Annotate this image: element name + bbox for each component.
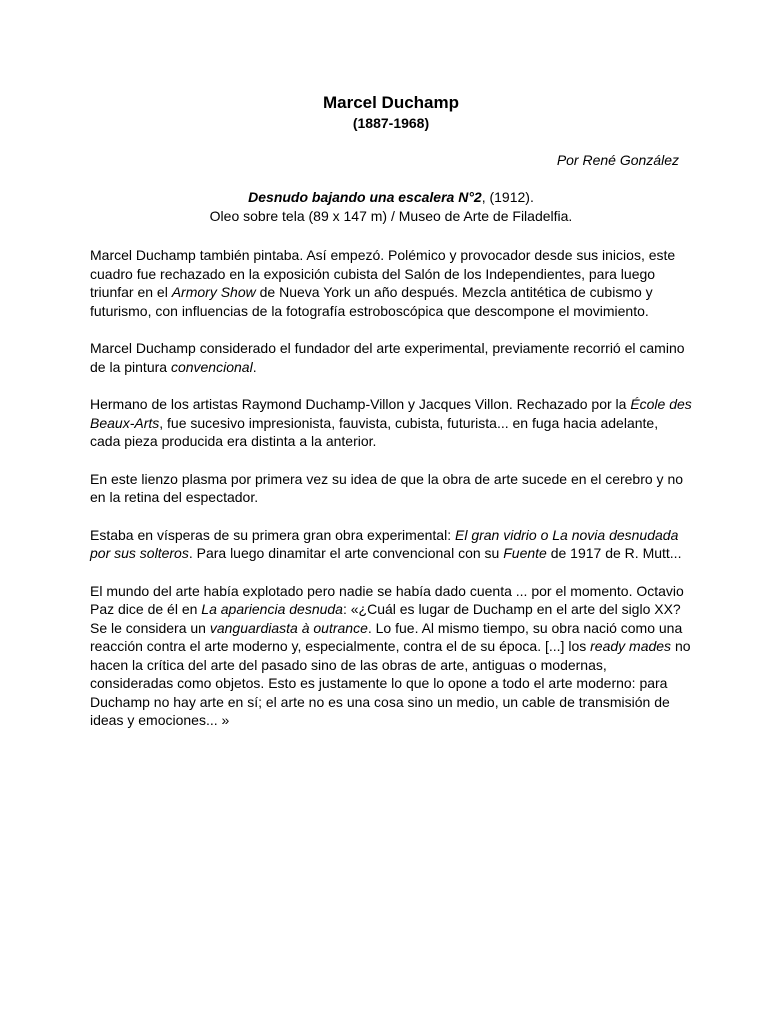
document-author: Por René González — [556, 152, 679, 168]
text-run: Hermano de los artistas Raymond Duchamp-Villon y Jacques Villon. Rechazado por la — [90, 396, 631, 412]
italic-text: École des Beaux-Arts — [90, 396, 692, 431]
paragraph — [90, 246, 692, 320]
italic-text: Armory Show — [171, 284, 256, 300]
italic-text: Fuente — [503, 545, 547, 561]
italic-text: convencional — [170, 358, 253, 375]
artwork-year: , (1912). — [481, 189, 534, 205]
paragraph — [90, 582, 692, 730]
document-years: (1887-1968) — [352, 115, 430, 131]
text-run: Marcel Duchamp también pintaba. Así empezó. Polémico y provocador desde sus inicios, este cuadro fue rechazado en la exposición cubista del Salón de los Independientes, para luego triunfar en el — [90, 247, 676, 300]
text-run: Estaba en vísperas de su primera gran obra experimental: — [90, 526, 455, 543]
paragraph — [90, 339, 692, 376]
text-run: : «¿Cuál es lugar de Duchamp en el arte del siglo XX? Se le considera un — [90, 601, 681, 636]
italic-text: vanguardiasta à outrance — [209, 619, 368, 636]
text-run: . Para luego dinamitar el arte convencional con su — [188, 545, 504, 561]
document-page — [90, 93, 692, 730]
text-run: En este lienzo plasma por primera vez su idea de que la obra de arte sucede en el cerebro y no en la retina del espectador. — [90, 470, 684, 505]
italic-text: ready mades — [590, 638, 672, 654]
paragraph — [90, 470, 692, 507]
paragraph — [90, 526, 692, 563]
paragraph — [90, 395, 692, 451]
artwork-caption — [90, 188, 692, 226]
text-run: Marcel Duchamp considerado el fundador del arte experimental, previamente recorrió el camino de la pintura — [90, 340, 685, 375]
text-run: , fue sucesivo impresionista, fauvista, cubista, futurista... en fuga hacia adelante, cada pieza producida era distinta a la anterior. — [90, 414, 659, 449]
italic-text: La apariencia desnuda — [201, 601, 343, 617]
artwork-title: Desnudo bajando una escalera N°2 — [248, 189, 482, 205]
document-title: Marcel Duchamp — [322, 93, 460, 112]
text-run: . Lo fue. Al mismo tiempo, su obra nació como una reacción contra el arte moderno y, especialmente, contra el de su época. [...] los — [90, 619, 683, 654]
body-text — [90, 246, 692, 730]
italic-text: El gran vidrio o La novia desnudada por sus solteros — [90, 526, 679, 561]
text-run: de 1917 de R. Mutt... — [546, 545, 682, 561]
text-run: no hacen la crítica del arte del pasado sino de las obras de arte, antiguas o modernas, consideradas como objetos. Esto es justamente lo que lo opone a todo el arte moderno: para Duchamp no hay arte en sí; el arte no es una cosa sino un medio, un cable de transmisión de ideas y emociones... » — [90, 638, 691, 728]
text-run: de Nueva York un año después. Mezcla antitética de cubismo y futurismo, con influencias de la fotografía estroboscópica que descompone el movimiento. — [90, 284, 653, 319]
text-run: . — [252, 358, 257, 375]
text-run: El mundo del arte había explotado pero nadie se había dado cuenta ... por el momento. Octavio Paz dice de él en — [90, 582, 684, 617]
artwork-title-line — [90, 188, 692, 207]
artwork-details: Oleo sobre tela (89 x 147 m) / Museo de Arte de Filadelfia. — [209, 208, 573, 224]
